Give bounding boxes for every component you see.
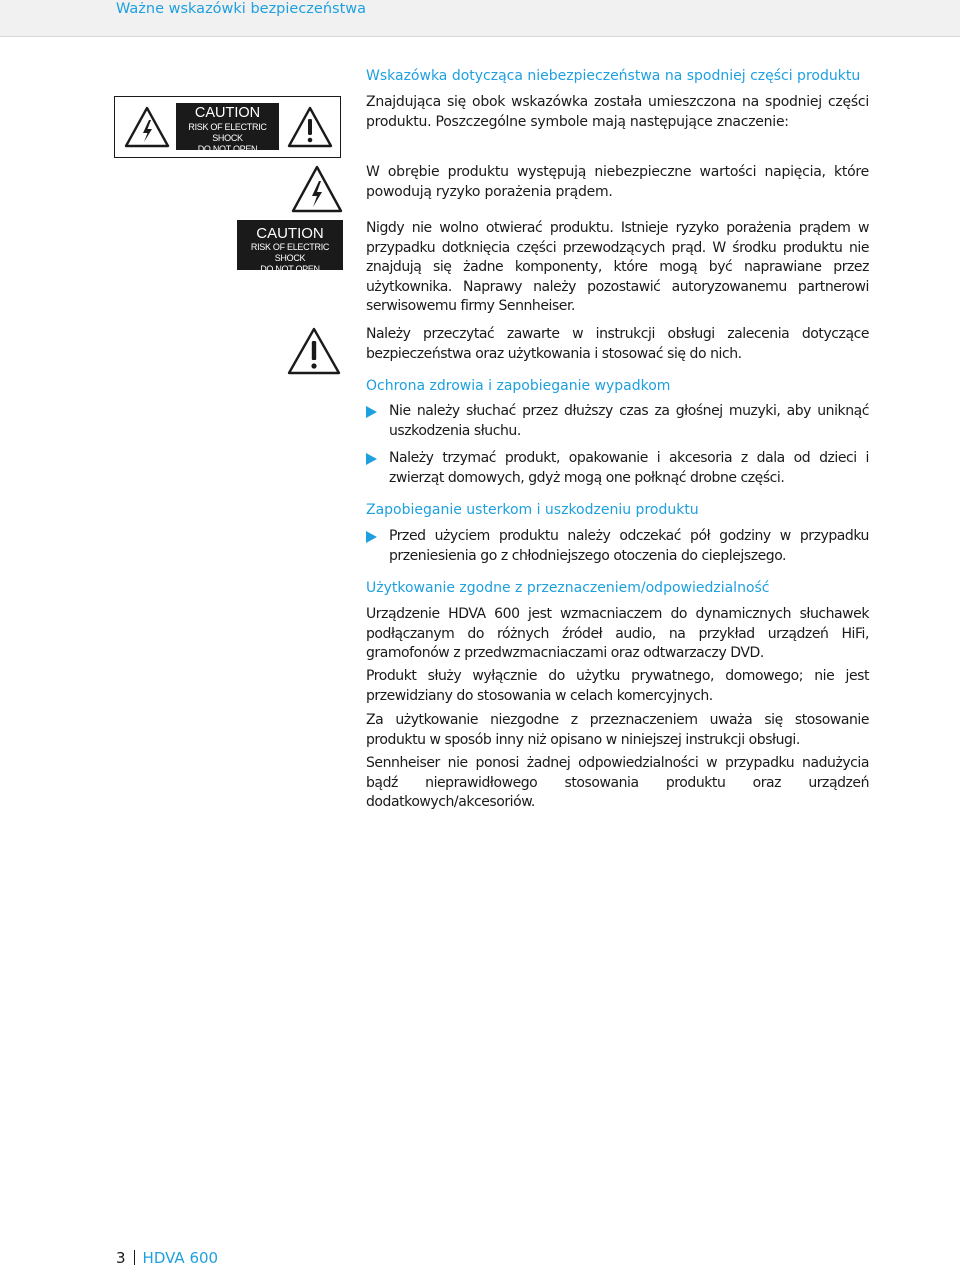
list-item [366,527,869,566]
bullet-arrow-icon [366,406,377,418]
lightning-warning-icon [290,164,344,214]
list-item [366,402,869,441]
read-text: Należy przeczytać zawarte w instrukcji obsługi zalecenia dotyczące bezpieczeństwa oraz użytkowania i stosować się do nich. [366,326,869,362]
caution-line-1: RISK OF ELECTRIC SHOCK [188,122,267,143]
list-item-text: Przed użyciem produktu należy odczekać pół godziny w przypadku przeniesienia go z chłodniejszego otoczenia do cieplejszego. [389,528,869,564]
usage-heading-block [366,579,869,597]
exclamation-warning-icon [287,105,333,149]
product-name: HDVA 600 [142,1249,219,1267]
exclamation-warning-icon [286,326,342,376]
usage-heading: Użytkowanie zgodne z przeznaczeniem/odpowiedzialność [366,580,770,596]
damage-heading-block [366,501,869,519]
hazard-heading: Wskazówka dotycząca niebezpieczeństwa na spodniej części produktu [366,68,861,84]
open-text: Nigdy nie wolno otwierać produktu. Istnieje ryzyko porażenia prądem w przypadku dotknięcia części przewodzących prąd. W środku produktu nie znajdują się żadne komponenty, które mogą być naprawiane przez użytkownika. Naprawy należy pozostawić autoryzowanemu partnerowi serwisowemu firmy Sennheiser. [366,220,869,315]
list-item-text: Należy trzymać produkt, opakowanie i akcesoria z dala od dzieci i zwierząt domowych, gdyż mogą one połknąć drobne części. [389,450,869,486]
caution-title: CAUTION [194,105,261,121]
usage-text: Produkt służy wyłącznie do użytku prywatnego, domowego; nie jest przewidziany do stosowania w celach komercyjnych. [366,668,869,704]
hazard-intro-text: Znajdująca się obok wskazówka została umieszczona na spodniej części produktu. Poszczególne symbole mają następujące znaczenie: [366,94,869,130]
usage-text: Urządzenie HDVA 600 jest wzmacniaczem do dynamicznych słuchawek podłączanym do różnych źródeł audio, na przykład urządzeń HiFi, gramofonów z przedwzmacniaczami oraz odtwarzaczy DVD. [366,606,869,662]
open-block [366,219,869,317]
health-heading-block [366,377,869,395]
footer-divider [134,1250,135,1265]
usage-paragraph-4 [366,754,869,813]
page-header [0,0,960,37]
usage-paragraph-3 [366,711,869,750]
list-item [366,449,869,488]
bullet-arrow-icon [366,531,377,543]
page-footer [116,1249,218,1267]
usage-paragraph-1 [366,605,869,664]
health-heading: Ochrona zdrowia i zapobieganie wypadkom [366,378,671,394]
voltage-text: W obrębie produktu występują niebezpieczne wartości napięcia, które powodują ryzyko porażenia prądem. [366,164,869,200]
caution-line-1: RISK OF ELECTRIC SHOCK [250,242,330,263]
read-block [366,325,869,364]
hazard-heading-block [366,67,869,85]
hazard-intro-block [366,93,869,132]
caution-title: CAUTION [256,225,324,242]
usage-text: Sennheiser nie ponosi żadnej odpowiedzialności w przypadku nadużycia bądź nieprawidłowego stosowania produktu oraz urządzeń dodatkowych/akcesoriów. [366,755,869,811]
lightning-warning-icon [124,105,170,149]
list-item-text: Nie należy słuchać przez dłuższy czas za głośnej muzyki, aby uniknąć uszkodzenia słuchu. [389,403,869,439]
bullet-arrow-icon [366,453,377,465]
usage-text: Za użytkowanie niezgodne z przeznaczeniem uważa się stosowanie produktu w sposób inny niż opisano w niniejszej instrukcji obsługi. [366,712,869,748]
caution-line-2: DO NOT OPEN [260,264,320,274]
voltage-block [366,163,869,202]
health-bullets [366,402,869,502]
caution-label [237,220,343,274]
usage-paragraph-2 [366,667,869,706]
header-title: Ważne wskazówki bezpieczeństwa [116,1,367,17]
caution-sticker [114,96,341,158]
damage-heading: Zapobieganie usterkom i uszkodzeniu produktu [366,502,699,518]
caution-label [176,103,279,154]
caution-line-2: DO NOT OPEN [197,144,258,154]
damage-bullets [366,527,869,571]
page-number: 3 [116,1249,126,1267]
